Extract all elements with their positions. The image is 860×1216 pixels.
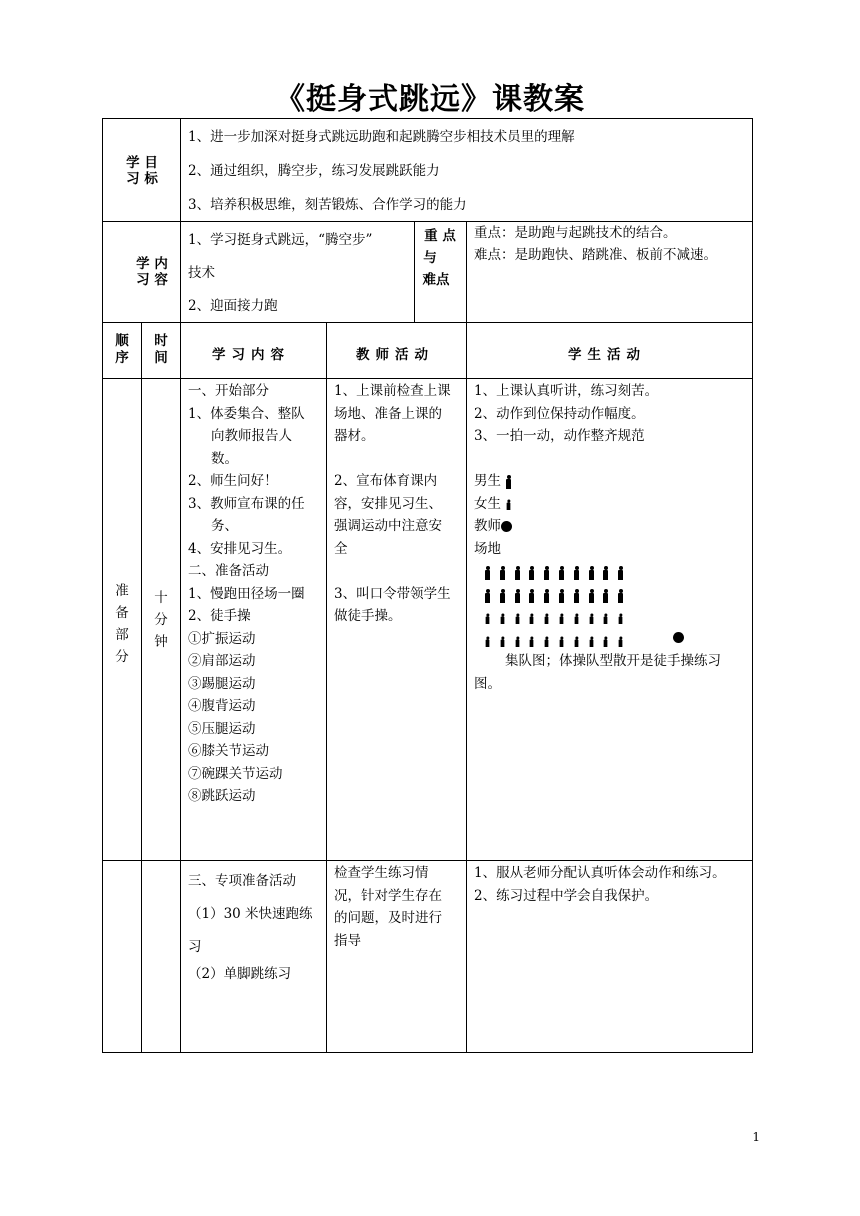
female-student-icon xyxy=(588,636,593,645)
objectives-label-bottom: 习 标 xyxy=(126,171,158,187)
section1-content-line: 2、徒手操 xyxy=(188,608,251,624)
header-order-2: 序 xyxy=(115,350,129,366)
section1-content-line: 数。 xyxy=(211,450,238,467)
male-student-icon xyxy=(573,589,580,603)
female-student-icon xyxy=(603,636,608,645)
content-item-1: 1、学习挺身式跳远，“腾空步” xyxy=(188,232,373,248)
section2-teacher-line: 的问题，及时进行 xyxy=(334,910,442,926)
formation-caption: 集队图；体操队型散开是徒手操练习 xyxy=(505,653,721,669)
formation-row xyxy=(484,607,632,627)
section1-teacher-line: 做徒手操。 xyxy=(334,608,402,624)
formation-row xyxy=(484,562,632,582)
page-title: 《挺身式跳远》课教案 xyxy=(275,82,585,117)
section1-teacher-line: 容，安排见习生、 xyxy=(334,495,442,512)
male-student-icon xyxy=(505,475,512,489)
content-item-3: 2、迎面接力跑 xyxy=(188,298,278,314)
male-student-icon xyxy=(528,566,535,580)
female-student-icon xyxy=(485,636,490,645)
female-student-icon xyxy=(529,613,534,622)
section1-content-line: 3、教师宣布课的任 xyxy=(188,495,305,512)
key-label-3: 难点 xyxy=(422,272,450,288)
section2-student-line: 1、服从老师分配认真听体会动作和练习。 xyxy=(474,865,726,881)
male-student-icon xyxy=(588,566,595,580)
section2-teacher-line: 指导 xyxy=(334,932,361,949)
header-time-1: 时 xyxy=(154,333,168,349)
header-time-2: 间 xyxy=(154,350,168,366)
page-number: 1 xyxy=(752,1130,760,1144)
male-student-icon xyxy=(543,589,550,603)
section2-teacher-line: 况，针对学生存在 xyxy=(334,887,442,904)
female-student-icon xyxy=(618,613,623,622)
female-student-icon xyxy=(529,636,534,645)
male-student-icon xyxy=(602,589,609,603)
male-student-icon xyxy=(558,566,565,580)
section1-order-2: 备 xyxy=(115,605,129,621)
male-student-icon xyxy=(514,566,521,580)
key-point: 重点：是助跑与起跳技术的结合。 xyxy=(474,225,677,241)
female-student-icon xyxy=(618,636,623,645)
legend-male-label: 男生 xyxy=(474,473,501,489)
section1-order-4: 分 xyxy=(115,649,129,665)
legend-female-label: 女生 xyxy=(474,495,501,512)
legend-field: 场地 xyxy=(474,540,501,557)
teacher-dot-icon xyxy=(673,632,684,643)
male-student-icon xyxy=(558,589,565,603)
header-content: 学习内容 xyxy=(212,347,290,363)
formation-row xyxy=(484,630,632,650)
male-student-icon xyxy=(602,566,609,580)
section1-content-line: ④腹背运动 xyxy=(188,698,256,714)
legend-teacher-label: 教师 xyxy=(474,518,501,534)
section2-student-line: 2、练习过程中学会自我保护。 xyxy=(474,887,659,904)
female-student-icon xyxy=(559,636,564,645)
objective-item-2: 2、通过组织，腾空步，练习发展跳跃能力 xyxy=(188,163,440,179)
male-student-icon xyxy=(499,566,506,580)
female-student-icon xyxy=(500,636,505,645)
section1-student-line: 2、动作到位保持动作幅度。 xyxy=(474,405,645,422)
objectives-label-top: 学 目 xyxy=(126,155,158,171)
male-student-icon xyxy=(543,566,550,580)
male-student-icon xyxy=(484,566,491,580)
male-student-icon xyxy=(617,566,624,580)
female-student-icon xyxy=(603,613,608,622)
section1-content-line: ⑤压腿运动 xyxy=(188,720,256,737)
section1-time-3: 钟 xyxy=(154,634,168,650)
section1-content-line: ⑥膝关节运动 xyxy=(188,743,269,759)
female-student-icon xyxy=(506,500,511,509)
difficult-point: 难点：是助跑快、踏跳准、板前不减速。 xyxy=(474,247,717,263)
male-student-icon xyxy=(588,589,595,603)
key-label-1: 重 点 xyxy=(424,228,456,244)
section2-content-line: （1）30 米快速跑练 xyxy=(188,906,313,922)
section2-content-line: 三、专项准备活动 xyxy=(188,873,296,889)
section1-order-1: 准 xyxy=(115,583,129,599)
section1-content-line: 务、 xyxy=(211,518,238,534)
section1-order-3: 部 xyxy=(115,627,129,643)
male-student-icon xyxy=(573,566,580,580)
header-student: 学生活动 xyxy=(568,347,646,363)
section1-content-line: 一、开始部分 xyxy=(188,383,269,399)
female-student-icon xyxy=(485,613,490,622)
section1-content-line: 2、师生问好！ xyxy=(188,473,278,489)
content-label-bottom: 习 容 xyxy=(136,272,168,288)
section2-content-line: 习 xyxy=(188,939,202,955)
objective-item-1: 1、进一步加深对挺身式跳远助跑和起跳腾空步相技术员里的理解 xyxy=(188,129,575,145)
content-item-2: 技术 xyxy=(188,265,215,281)
section1-content-line: 二、准备活动 xyxy=(188,563,269,579)
formation-row xyxy=(484,585,632,605)
section2-teacher-line: 检查学生练习情 xyxy=(334,865,429,881)
section1-content-line: 1、体委集合、整队 xyxy=(188,405,305,422)
teacher-dot-icon xyxy=(501,521,512,532)
male-student-icon xyxy=(617,589,624,603)
section1-content-line: ①扩振运动 xyxy=(188,630,256,647)
section1-content-line: 1、慢跑田径场一圈 xyxy=(188,585,305,602)
section2-content-line: （2）单脚跳练习 xyxy=(188,966,292,982)
section1-content-line: ⑦碗踝关节运动 xyxy=(188,765,283,782)
key-label-2: 与 xyxy=(423,250,437,266)
section1-time-1: 十 xyxy=(154,590,168,606)
header-order-1: 顺 xyxy=(115,333,129,349)
female-student-icon xyxy=(514,613,519,622)
female-student-icon xyxy=(544,636,549,645)
section1-content-line: ⑧跳跃运动 xyxy=(188,788,256,804)
section1-teacher-line: 2、宣布体育课内 xyxy=(334,473,438,489)
legend-teacher xyxy=(474,515,512,538)
legend-male xyxy=(474,470,512,493)
section1-teacher-line: 强调运动中注意安 xyxy=(334,518,442,534)
female-student-icon xyxy=(500,613,505,622)
formation-caption-cont: 图。 xyxy=(474,675,501,692)
section1-content-line: 4、安排见习生。 xyxy=(188,540,292,557)
section1-teacher-line: 1、上课前检查上课 xyxy=(334,383,451,399)
section1-student-line: 1、上课认真听讲，练习刻苦。 xyxy=(474,383,659,399)
legend-female xyxy=(474,493,512,516)
section1-teacher-line: 器材。 xyxy=(334,428,375,444)
content-label-top: 学 内 xyxy=(136,256,168,272)
male-student-icon xyxy=(484,589,491,603)
male-student-icon xyxy=(528,589,535,603)
female-student-icon xyxy=(544,613,549,622)
objective-item-3: 3、培养积极思维，刻苦锻炼、合作学习的能力 xyxy=(188,197,467,213)
section1-content-line: ②肩部运动 xyxy=(188,653,256,669)
section1-teacher-line: 3、叫口令带领学生 xyxy=(334,585,451,602)
female-student-icon xyxy=(514,636,519,645)
section1-student-line: 3、一拍一动，动作整齐规范 xyxy=(474,428,645,444)
female-student-icon xyxy=(574,636,579,645)
section1-teacher-line: 全 xyxy=(334,540,348,557)
section1-content-line: 向教师报告人 xyxy=(211,428,292,444)
section1-content-line: ③踢腿运动 xyxy=(188,675,256,692)
header-teacher: 教师活动 xyxy=(356,347,434,363)
section1-teacher-line: 场地、准备上课的 xyxy=(334,405,442,422)
male-student-icon xyxy=(499,589,506,603)
female-student-icon xyxy=(559,613,564,622)
female-student-icon xyxy=(574,613,579,622)
female-student-icon xyxy=(588,613,593,622)
male-student-icon xyxy=(514,589,521,603)
section1-time-2: 分 xyxy=(154,612,168,628)
